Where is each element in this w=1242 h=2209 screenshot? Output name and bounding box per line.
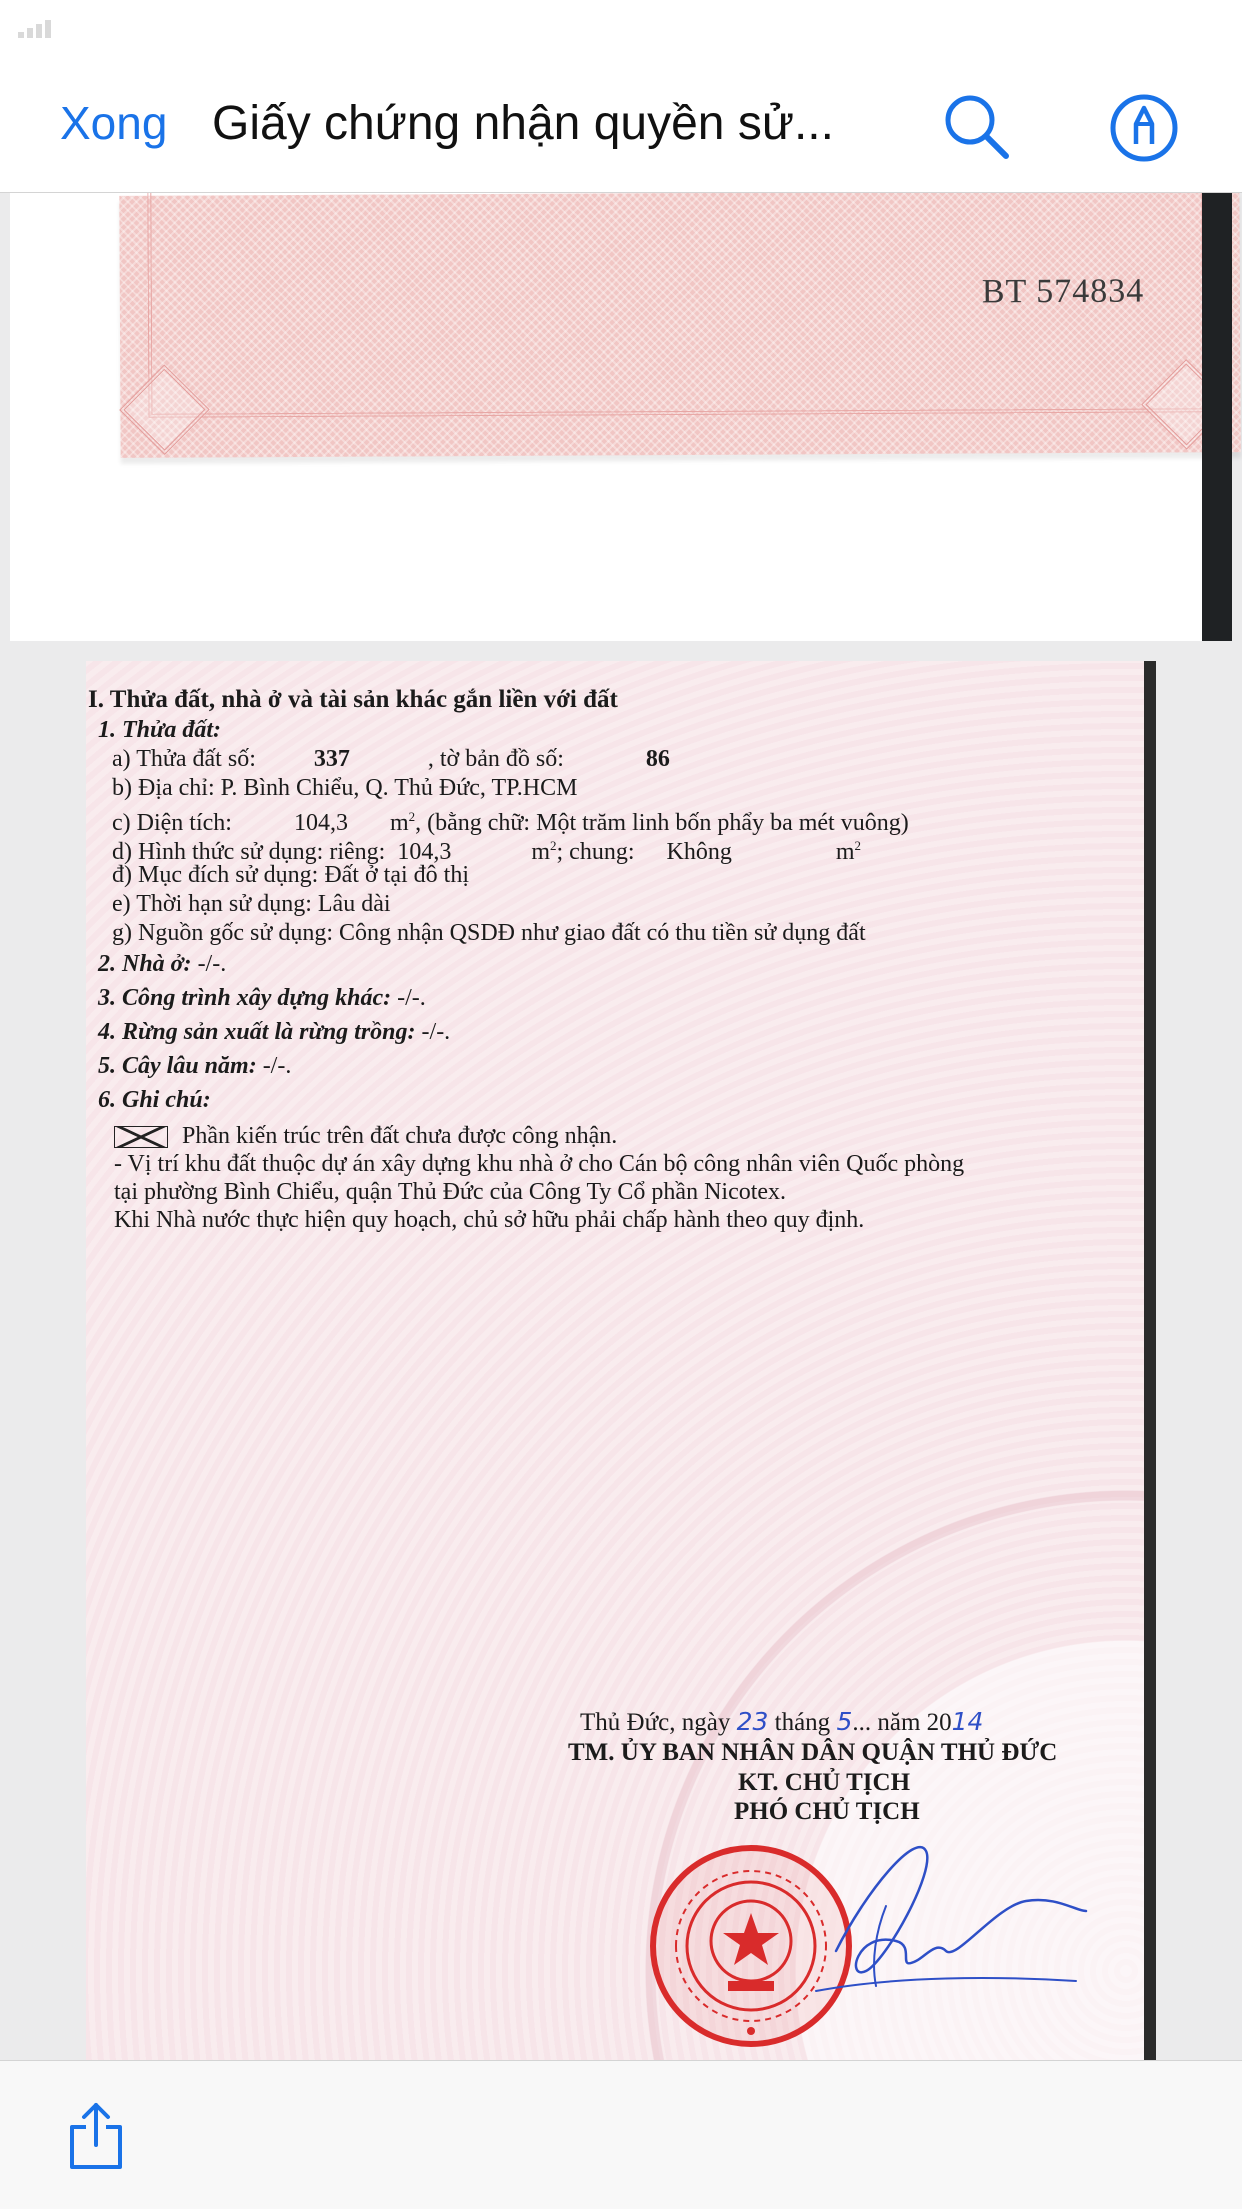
construction-line: [98, 985, 426, 1011]
document-page-2: [86, 661, 1156, 2060]
parcel-label: a) Thửa đất số:: [112, 746, 256, 772]
map-label: , tờ bản đồ số:: [427, 746, 564, 772]
bottom-toolbar: [0, 2060, 1242, 2209]
certificate-cover: [119, 193, 1240, 458]
construction-value: -/-.: [391, 985, 426, 1011]
house-heading: 2. Nhà ở:: [98, 951, 192, 977]
date-day: 23: [736, 1707, 769, 1736]
house-line: [98, 951, 226, 977]
area-value: 104,3: [293, 810, 348, 836]
parcel-line: [112, 746, 670, 772]
handwritten-signature: [776, 1811, 1096, 2001]
term-line: e) Thời hạn sử dụng: Lâu dài: [112, 891, 391, 917]
area-words: , (bằng chữ: Một trăm linh bốn phẩy ba mét vuông): [415, 810, 909, 836]
forest-line: [98, 1019, 450, 1045]
private-area: 104,3: [397, 839, 452, 865]
issue-date: [580, 1707, 983, 1737]
note-1: Phần kiến trúc trên đất chưa được công nhận.: [182, 1123, 618, 1149]
trees-heading: 5. Cây lâu năm:: [98, 1053, 257, 1079]
land-heading: 1. Thửa đất:: [98, 717, 222, 743]
date-place: Thủ Đức, ngày: [580, 1709, 737, 1736]
note-line-3: tại phường Bình Chiểu, quận Thủ Đức của Công Ty Cổ phần Nicotex.: [114, 1179, 787, 1205]
trees-line: [98, 1053, 291, 1079]
date-year: 14: [951, 1707, 984, 1736]
date-year-label: ... năm 20: [852, 1709, 952, 1736]
certificate-serial: BT 574834: [981, 272, 1145, 311]
shared-label: ; chung:: [556, 839, 635, 865]
section-title: I. Thửa đất, nhà ở và tài sản khác gắn liền với đất: [88, 686, 618, 713]
house-value: -/-.: [191, 951, 227, 977]
note-line-2: - Vị trí khu đất thuộc dự án xây dựng khu nhà ở cho Cán bộ công nhân viên Quốc phòng: [114, 1151, 965, 1177]
crossed-box-icon: [114, 1126, 168, 1148]
usage-form-line: [112, 833, 861, 865]
signal-icon: [18, 20, 54, 38]
forest-heading: 4. Rừng sản xuất là rừng trồng:: [98, 1019, 416, 1045]
share-icon[interactable]: [66, 2101, 126, 2171]
markup-icon[interactable]: [1108, 92, 1180, 164]
date-month-label: tháng: [768, 1709, 837, 1736]
status-bar: [0, 0, 1242, 50]
purpose-line: đ) Mục đích sử dụng: Đất ở tại đô thị: [112, 862, 469, 888]
area-line: [112, 804, 909, 836]
usage-form-label: d) Hình thức sử dụng: riêng:: [112, 839, 386, 865]
map-number: 86: [645, 746, 670, 772]
date-month: 5: [836, 1707, 853, 1736]
shared-unit: m: [835, 839, 855, 865]
document-viewport[interactable]: [0, 193, 1242, 2060]
shared-unit-sup: 2: [854, 838, 862, 853]
issuing-authority: TM. ỦY BAN NHÂN DÂN QUẬN THỦ ĐỨC: [568, 1739, 1058, 1766]
trees-value: -/-.: [256, 1053, 292, 1079]
done-button[interactable]: Xong: [60, 97, 168, 149]
area-unit: m: [389, 810, 409, 836]
area-label: c) Diện tích:: [112, 810, 232, 836]
page-edge: [1202, 193, 1232, 641]
search-icon[interactable]: [942, 92, 1012, 162]
signer-title-2: PHÓ CHỦ TỊCH: [734, 1798, 920, 1825]
construction-heading: 3. Công trình xây dựng khác:: [98, 985, 392, 1011]
parcel-number: 337: [313, 746, 350, 772]
origin-line: g) Nguồn gốc sử dụng: Công nhận QSDĐ như giao đất có thu tiền sử dụng đất: [112, 920, 866, 946]
shared-area: Không: [666, 839, 732, 865]
private-unit: m: [531, 839, 550, 865]
note-line-1: [114, 1123, 617, 1149]
navigation-bar: [0, 50, 1242, 193]
private-unit-sup: 2: [550, 838, 557, 853]
area-unit-sup: 2: [408, 809, 416, 824]
forest-value: -/-.: [415, 1019, 451, 1045]
notes-heading: 6. Ghi chú:: [98, 1087, 211, 1113]
address-line: b) Địa chỉ: P. Bình Chiểu, Q. Thủ Đức, TP.HCM: [112, 775, 578, 801]
note-line-4: Khi Nhà nước thực hiện quy hoạch, chủ sở hữu phải chấp hành theo quy định.: [114, 1207, 865, 1233]
document-page-1: [10, 193, 1232, 641]
signer-title-1: KT. CHỦ TỊCH: [738, 1769, 911, 1796]
document-title: Giấy chứng nhận quyền sử...: [212, 97, 834, 150]
